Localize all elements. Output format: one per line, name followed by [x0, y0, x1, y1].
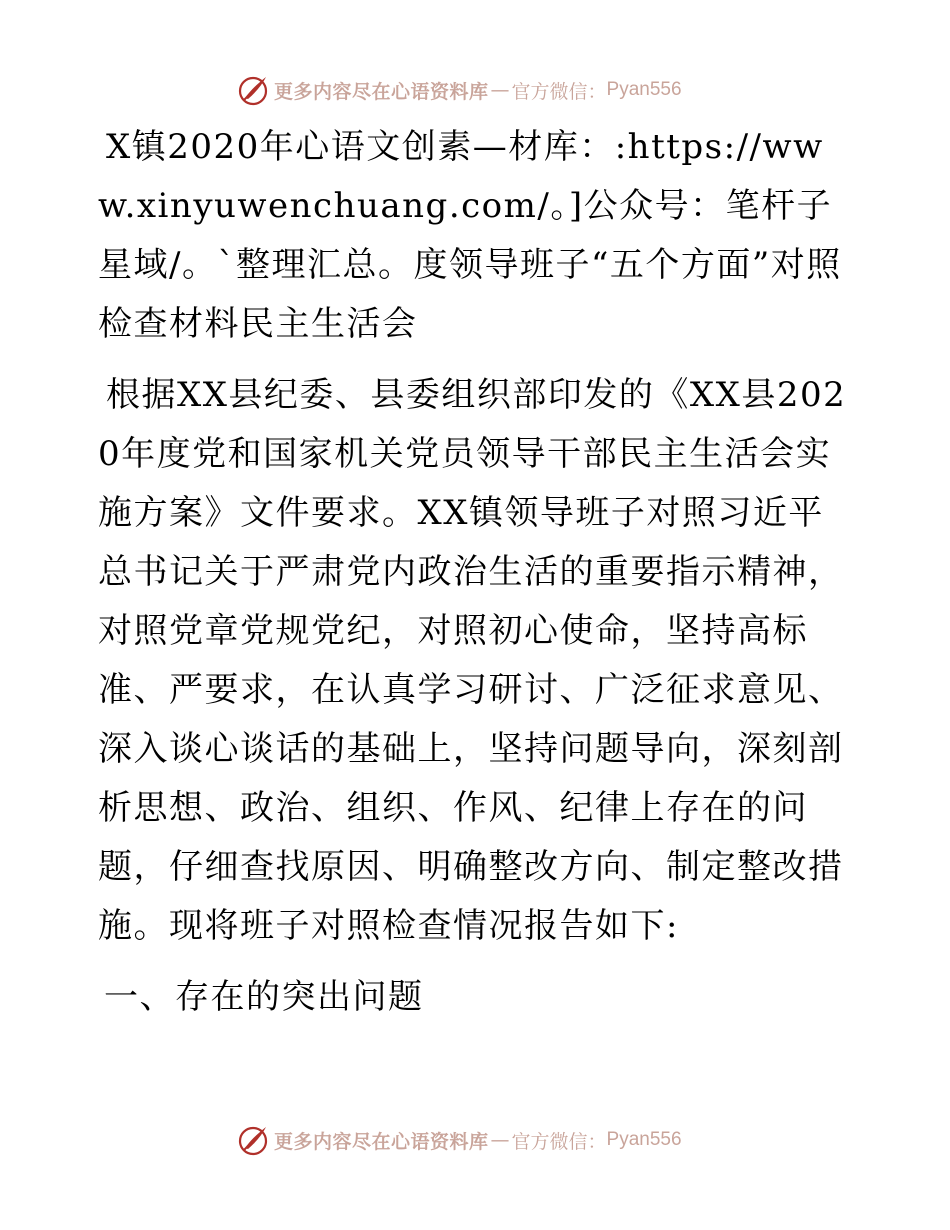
quill-pen-logo-icon: [236, 1123, 270, 1157]
watermark-slogan: 更多内容尽在心语资料库: [274, 80, 489, 103]
section-heading: 一、存在的突出问题: [104, 977, 424, 1017]
watermark-wechat-handle: Pyan556: [606, 1129, 682, 1150]
watermark-wechat-label: 官方微信：: [511, 80, 607, 103]
document-title-paragraph: X镇2020年心语文创素—材库：:https://www.xinyuwenchuang.com/。]公众号：笔杆子星域/。`整理汇总。度领导班子“五个方面”对照检查材料民主生活会: [98, 127, 842, 344]
watermark-slogan: 更多内容尽在心语资料库: [274, 1130, 489, 1153]
watermark-separator: —: [490, 79, 510, 101]
watermark-wechat-handle: Pyan556: [606, 79, 682, 100]
watermark-wechat-label: 官方微信：: [511, 1130, 607, 1153]
document-body-paragraph: 根据XX县纪委、县委组织部印发的《XX县2020年度党和国家机关党员领导干部民主生活会实施方案》文件要求。XX镇领导班子对照习近平总书记关于严肃党内政治生活的重要指示精神，对照党章党规党纪，对照初心使命，坚持高标准、严要求，在认真学习研讨、广泛征求意见、深入谈心谈话的基础上，坚持问题导向，深刻剖析思想、政治、组织、作风、纪律上存在的问题，仔细查找原因、明确整改方向、制定整改措施。现将班子对照检查情况报告如下:: [98, 375, 847, 946]
footer-watermark-banner: [236, 1120, 756, 1160]
watermark-separator: —: [490, 1129, 510, 1151]
quill-pen-logo-icon: [236, 73, 270, 107]
header-watermark-banner: [236, 70, 756, 110]
